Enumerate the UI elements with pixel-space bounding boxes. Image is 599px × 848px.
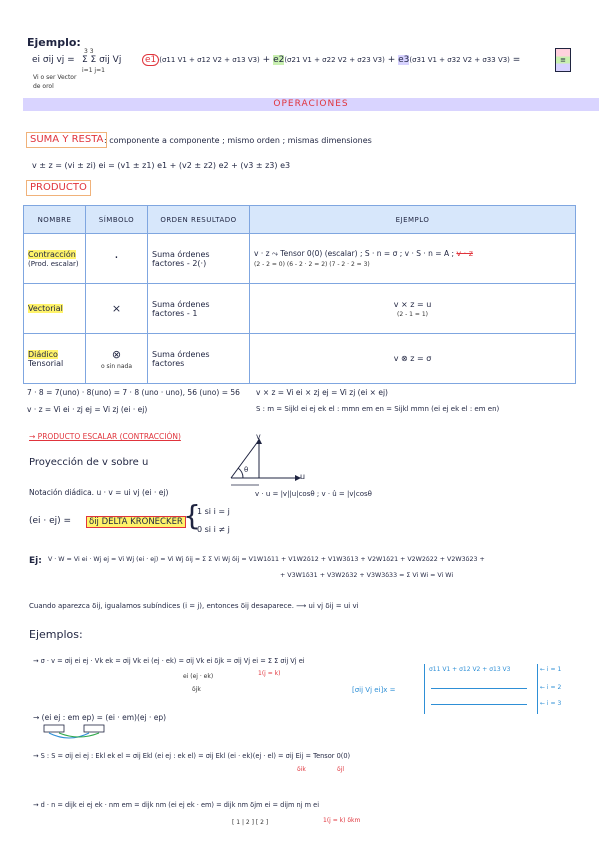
header-orden: ORDEN RESULTADO (148, 206, 250, 234)
ejemplo-1-sub: ei (ej · ek) (183, 673, 214, 680)
header-simbolo: SÍMBOLO (86, 206, 148, 234)
e3-body: (σ31 V1 + σ32 V2 + σ33 V3) (409, 56, 510, 64)
row-orden-2: factores - 1 (152, 308, 198, 318)
row-orden-2: factores - 2(·) (152, 258, 207, 268)
vector-row-3-wave (431, 704, 527, 705)
theta-label: θ (244, 466, 249, 474)
vector-row-1: σ11 V1 + σ12 V2 + σ13 V3 (429, 666, 511, 673)
projection-diagram (225, 430, 305, 490)
producto-table (23, 205, 576, 384)
table-header-row (24, 206, 576, 234)
ejemplo-3: → S : S = σij ei ej : Ekl ek el = σij Ekl (ei ej : ek el) = σij Ekl (ei · ek)(ej · el) = σij Eij = Tensor 0(0) (33, 752, 351, 760)
ejemplo-3-red-2: δjl (337, 766, 345, 773)
ejemplo-title: Ejemplo: (27, 36, 81, 49)
table-row (24, 284, 576, 334)
ejemplo-4: → d · n = dijk ei ej ek · nm em = dijk nm (ei ej ek · em) = dijk nm δjm ei = dijm nj m ei (33, 801, 320, 809)
cell-ejemplo (250, 234, 576, 284)
eiej-label: (ei · ej) = (29, 516, 72, 526)
ejemplo-4-red: 1(j = k) δkm (323, 817, 361, 824)
ejemplo-sum: Σ Σ σij Vj (82, 55, 122, 65)
escalar-heading: → PRODUCTO ESCALAR (CONTRACCIÓN) (29, 432, 181, 441)
vector-row-2-wave (431, 688, 527, 689)
row-symbol: × (86, 284, 148, 334)
stack-vector-icon (555, 48, 571, 72)
under-table-right-1: v × z = Vi ei × zj ej = Vi zj (ei × ej) (256, 388, 388, 397)
brace-icon: { (183, 499, 201, 532)
row-symbol: · (86, 234, 148, 284)
index-box-2 (84, 725, 104, 732)
row-symbol: ⊗ (111, 347, 122, 361)
cell-orden (148, 334, 250, 384)
proyeccion-text: Proyección de v sobre u (29, 457, 149, 468)
vector-index-1: ← i = 1 (540, 666, 562, 673)
ejemplo-1-blue: [σij Vj ei]x = (352, 686, 396, 694)
row-orden: Suma órdenes (152, 299, 210, 309)
row-orden: Suma órdenes (152, 349, 210, 359)
component-vector (424, 664, 538, 714)
row-example: v ⊗ z = σ (250, 334, 576, 384)
ej-formula-2: + V3W1δ31 + V3W2δ32 + V3W3δ33 = Σ Vi Wi = Vi Wi (280, 572, 454, 579)
row-name: Vectorial (28, 304, 63, 313)
cuando-text: Cuando aparezca δij, igualamos subíndices (i = j), entonces δij desaparece. ⟶ ui vj δij = ui vi (29, 602, 359, 610)
e3-term: e3 (398, 55, 410, 65)
cell-symbol (86, 334, 148, 384)
cell-nombre (24, 234, 86, 284)
row-symbol-2: o sin nada (100, 362, 133, 370)
cell-orden (148, 234, 250, 284)
banner-title: OPERACIONES (273, 99, 349, 109)
crossed-example: v · z (456, 249, 473, 258)
ej-formula: V · W = Vi ei · Wj ej = Vi Wj (ei · ej) = Vi Wj δij = Σ Σ Vi Wj δij = V1W1δ11 + V1W2δ12 + V1W3δ13 + V2W1δ21 + V2W2δ22 + V2W3δ23 + (48, 556, 485, 563)
row-orden: Suma órdenes (152, 249, 210, 259)
sum-limits-top: 3 3 (84, 48, 94, 55)
ejemplo-expansion: e1 (σ11 V1 + σ12 V2 + σ13 V3) + e2(σ21 V1 + σ22 V2 + σ23 V3) + e3(σ31 V1 + σ32 V2 + σ33 V3) = (142, 55, 520, 65)
suma-formula: v ± z = (vi ± zi) ei = (v1 ± z1) e1 + (v2 ± z2) e2 + (v3 ± z3) e3 (32, 161, 291, 170)
e2-term: e2 (273, 55, 285, 65)
pairing-arcs (44, 725, 124, 741)
row-name: Contracción (28, 249, 76, 259)
row-name-2: Tensorial (28, 358, 64, 368)
stack-label: ≡ (560, 56, 566, 64)
under-table-right-2: S : m = Sijkl ei ej ek el : mmn em en = Sijkl mmn (ei ej ek el : em en) (256, 405, 500, 413)
case-2: 0 si i ≠ j (197, 525, 230, 534)
operaciones-banner (23, 98, 599, 111)
cell-nombre (24, 334, 86, 384)
ejemplo-1-sub-2: δjk (192, 686, 201, 693)
table-row (24, 334, 576, 384)
ejemplo-note-2: de orol (33, 83, 54, 90)
row-example: v · z ⤳ Tensor 0(0) (escalar) ; S · n = σ ; v · S · n = A ; (254, 249, 454, 258)
ejemplo-lhs: ei σij vj = (32, 55, 75, 65)
row-orden-2: factores (152, 358, 185, 368)
row-example: v × z = u (393, 299, 432, 309)
sum-limits-bottom: i=1 j=1 (82, 67, 105, 74)
suma-description: : componente a componente ; mismo orden ; mismas dimensiones (104, 136, 372, 145)
ej-label: Ej: (29, 556, 42, 566)
vector-index-2: ← i = 2 (540, 684, 562, 691)
ejemplos-title: Ejemplos: (29, 628, 83, 641)
cell-orden (148, 284, 250, 334)
delta-kronecker: δij DELTA KRONECKER (86, 516, 186, 528)
e2-body: (σ21 V1 + σ22 V2 + σ23 V3) (284, 56, 385, 64)
notacion-diadica: Notación diádica. u · v = ui vj (ei · ej) (29, 488, 169, 497)
cell-nombre (24, 284, 86, 334)
vector-index-3: ← i = 3 (540, 700, 562, 707)
header-nombre: NOMBRE (24, 206, 86, 234)
index-box-1 (44, 725, 64, 732)
table-row (24, 234, 576, 284)
suma-heading: SUMA Y RESTA (26, 132, 107, 148)
ejemplo-1: → σ · v = σij ei ej · Vk ek = σij Vk ei (ej · ek) = σij Vk ei δjk = σij Vj ei = Σ Σ σij Vj ei (33, 657, 305, 665)
cell-ejemplo (250, 284, 576, 334)
v-label: v (256, 432, 261, 441)
case-1: 1 si i = j (197, 507, 230, 516)
ejemplo-2: → (ei ej : em ep) = (ei · em)(ej · ep) (33, 713, 167, 722)
e1-body: (σ11 V1 + σ12 V2 + σ13 V3) (159, 56, 260, 64)
ejemplo-4-tags: [ 1 | 2 ] [ 2 ] (232, 819, 269, 826)
row-example-sub: (2 - 2 = 0) (6 - 2 · 2 = 2) (7 - 2 · 2 = 3) (254, 261, 370, 268)
under-table-line-2: v · z = Vi ei · zj ej = Vi zj (ei · ej) (27, 405, 148, 414)
u-label: u (300, 472, 306, 481)
ejemplo-3-red-1: δik (297, 766, 306, 773)
producto-heading: PRODUCTO (26, 180, 91, 196)
ejemplo-1-red-note: 1(j = k) (258, 670, 281, 677)
ejemplo-note: Vi o ser Vector (33, 74, 77, 81)
proj-formula: v · u = |v||u|cosθ ; v · û = |v|cosθ (255, 490, 372, 498)
row-example-sub: (2 - 1 = 1) (397, 310, 428, 318)
e1-term: e1 (142, 54, 159, 66)
theta-arc (238, 468, 243, 478)
row-name: Diádico (28, 349, 58, 359)
under-table-line-1: 7 · 8 = 7(uno) · 8(uno) = 7 · 8 (uno · uno), 56 (uno) = 56 (27, 388, 240, 397)
header-ejemplo: EJEMPLO (250, 206, 576, 234)
row-name-2: (Prod. escalar) (28, 259, 79, 268)
